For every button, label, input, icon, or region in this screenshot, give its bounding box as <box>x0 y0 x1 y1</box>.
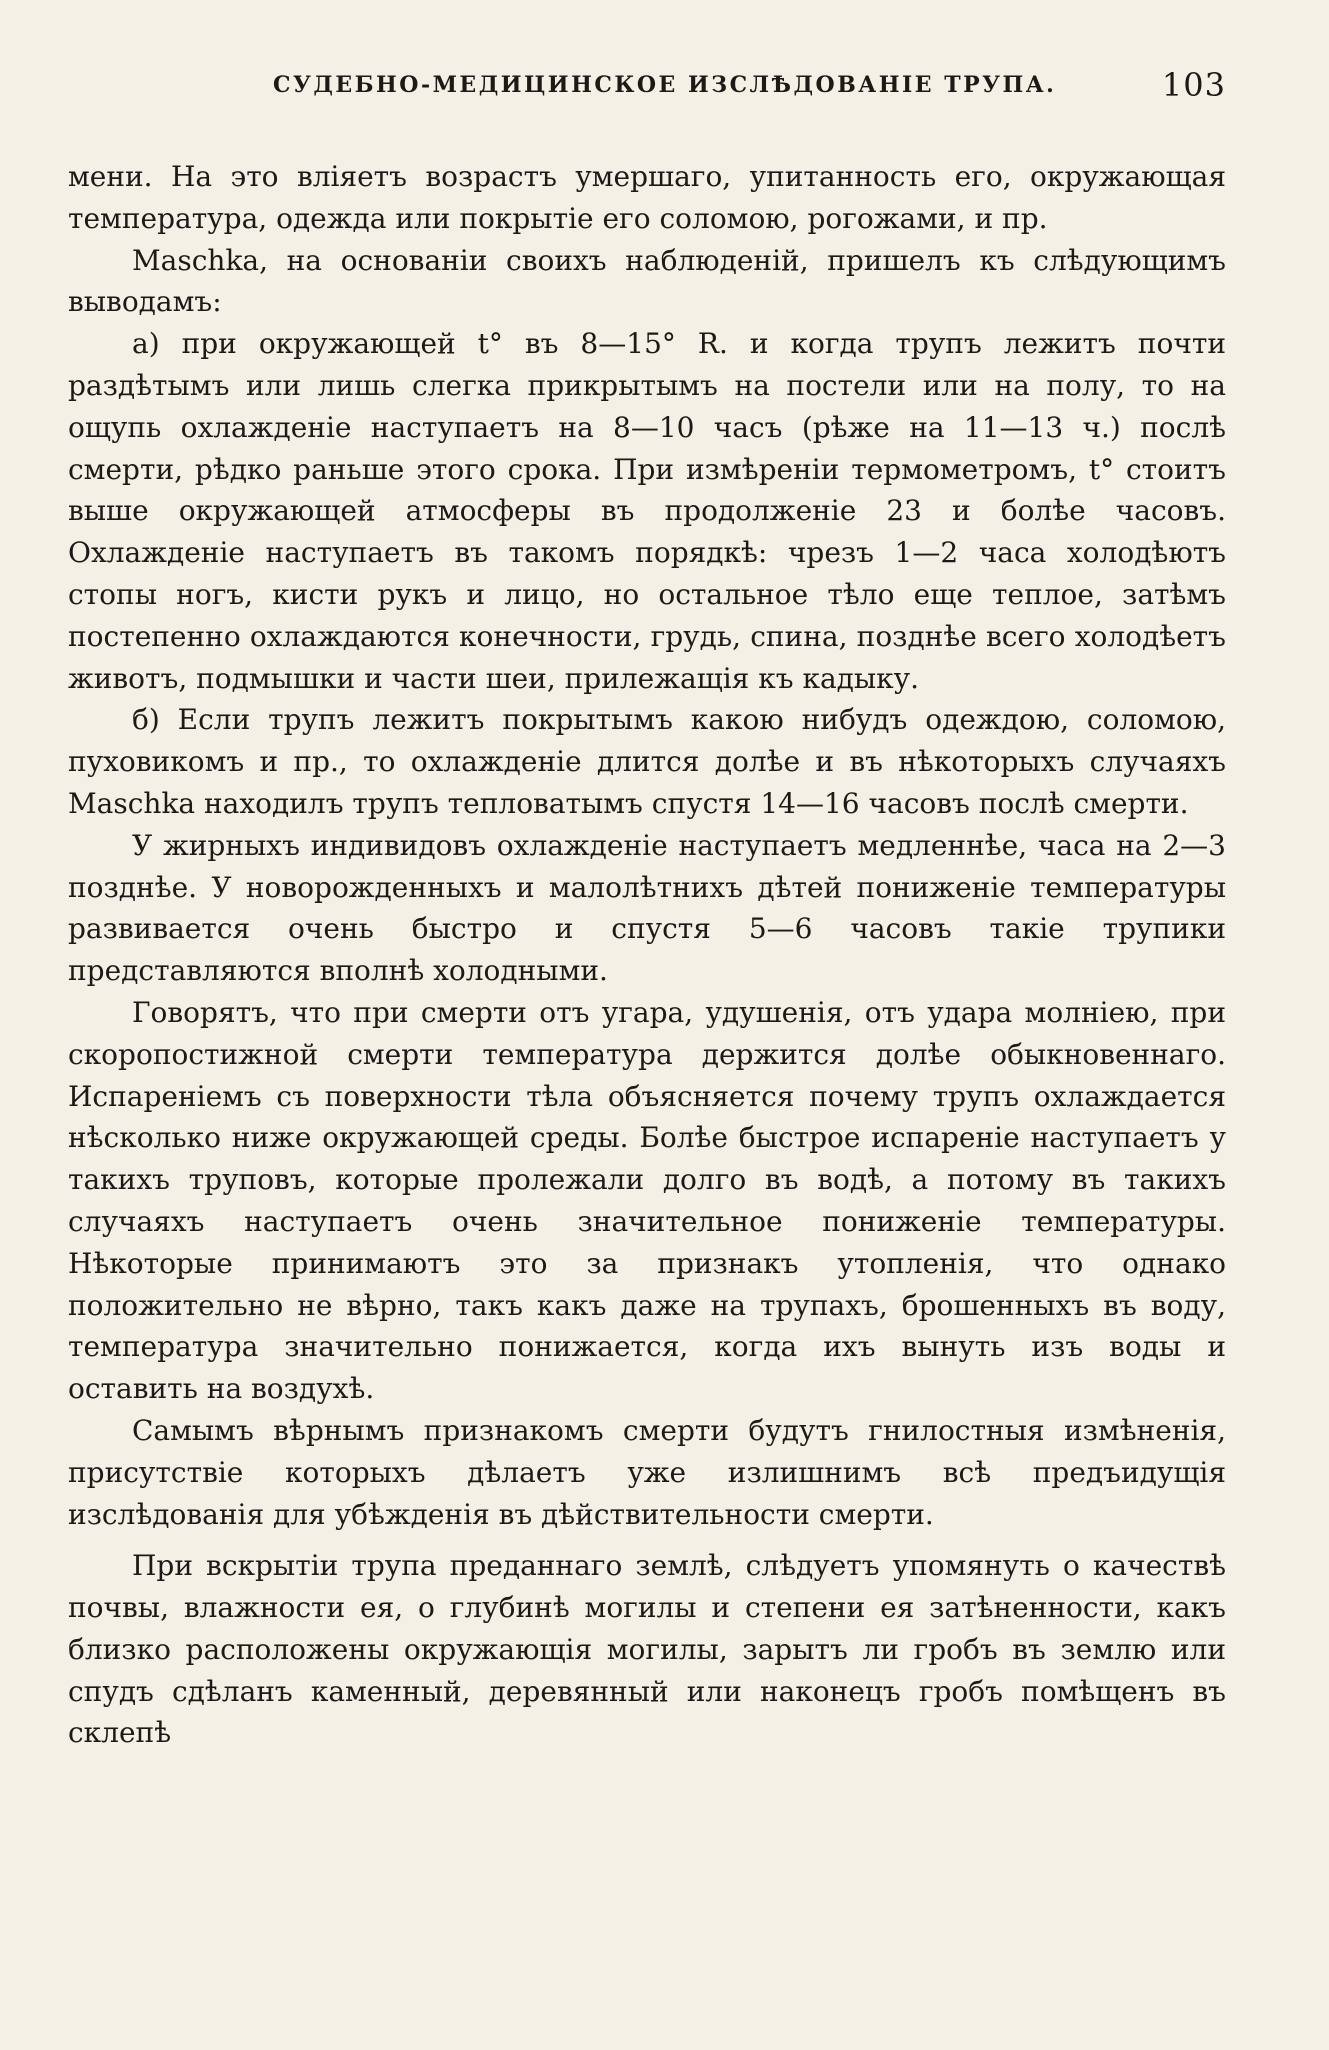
paragraph: Говорятъ, что при смерти отъ угара, удушенія, отъ удара молніею, при скоропостижной смерти температура держится долѣе обыкновеннаго. Испареніемъ съ поверхности тѣла объясняется почему трупъ охлаждается нѣсколько ниже окружающей среды. Болѣе быстрое испареніе наступаетъ у такихъ труповъ, которые пролежали долго въ водѣ, а потому въ такихъ случаяхъ наступаетъ очень значительное пониженіе температуры. Нѣкоторые принимаютъ это за признакъ утопленія, что однако положительно не вѣрно, такъ какъ даже на трупахъ, брошенныхъ въ воду, температура значительно понижается, когда ихъ вынуть изъ воды и оставить на воздухѣ. <box>68 995 1226 1406</box>
paragraph: Maschka, на основаніи своихъ наблюденій, пришелъ къ слѣдующимъ выводамъ: <box>68 243 1226 319</box>
body-text <box>68 156 1226 1754</box>
paragraph: У жирныхъ индивидовъ охлажденіе наступаетъ медленнѣе, часа на 2—3 позднѣе. У новорожденныхъ и малолѣтнихъ дѣтей пониженіе температуры развивается очень быстро и спустя 5—6 часовъ такіе трупики представляются вполнѣ холодными. <box>68 828 1226 988</box>
book-page <box>68 62 1226 1754</box>
paragraph: а) при окружающей t° въ 8—15° R. и когда трупъ лежитъ почти раздѣтымъ или лишь слегка прикрытымъ на постели или на полу, то на ощупь охлажденіе наступаетъ на 8—10 часъ (рѣже на 11—13 ч.) послѣ смерти, рѣдко раньше этого срока. При измѣреніи термометромъ, t° стоитъ выше окружающей атмосферы въ продолженіе 23 и болѣе часовъ. Охлажденіе наступаетъ въ такомъ порядкѣ: чрезъ 1—2 часа холодѣютъ стопы ногъ, кисти рукъ и лицо, но остальное тѣло еще теплое, затѣмъ постепенно охлаждаются конечности, грудь, спина, позднѣе всего холодѣетъ животъ, подмышки и части шеи, прилежащія къ кадыку. <box>68 327 1226 695</box>
running-head <box>68 62 1226 112</box>
paragraph: б) Если трупъ лежитъ покрытымъ какою нибудъ одеждою, соломою, пуховикомъ и пр., то охлажденіе длится долѣе и въ нѣкоторыхъ случаяхъ Maschka находилъ трупъ тепловатымъ спустя 14—16 часовъ послѣ смерти. <box>68 703 1226 820</box>
running-title: СУДЕБНО-МЕДИЦИНСКОЕ ИЗСЛѢДОВАНІЕ ТРУПА. <box>273 72 1057 98</box>
paragraph: При вскрытіи трупа преданнаго землѣ, слѣдуетъ упомянуть о качествѣ почвы, влажности ея, о глубинѣ могилы и степени ея затѣненности, какъ близко расположены окружающія могилы, зарытъ ли гробъ въ землю или спудъ сдѣланъ каменный, деревянный или наконецъ гробъ помѣщенъ въ склепѣ <box>68 1549 1226 1750</box>
page-number: 103 <box>1161 66 1226 104</box>
paragraph: мени. На это вліяетъ возрастъ умершаго, упитанность его, окружающая температура, одежда или покрытіе его соломою, рогожами, и пр. <box>68 160 1226 235</box>
paragraph: Самымъ вѣрнымъ признакомъ смерти будутъ гнилостныя измѣненія, присутствіе которыхъ дѣлаетъ уже излишнимъ всѣ предъидущія изслѣдованія для убѣжденія въ дѣйствительности смерти. <box>68 1413 1226 1531</box>
